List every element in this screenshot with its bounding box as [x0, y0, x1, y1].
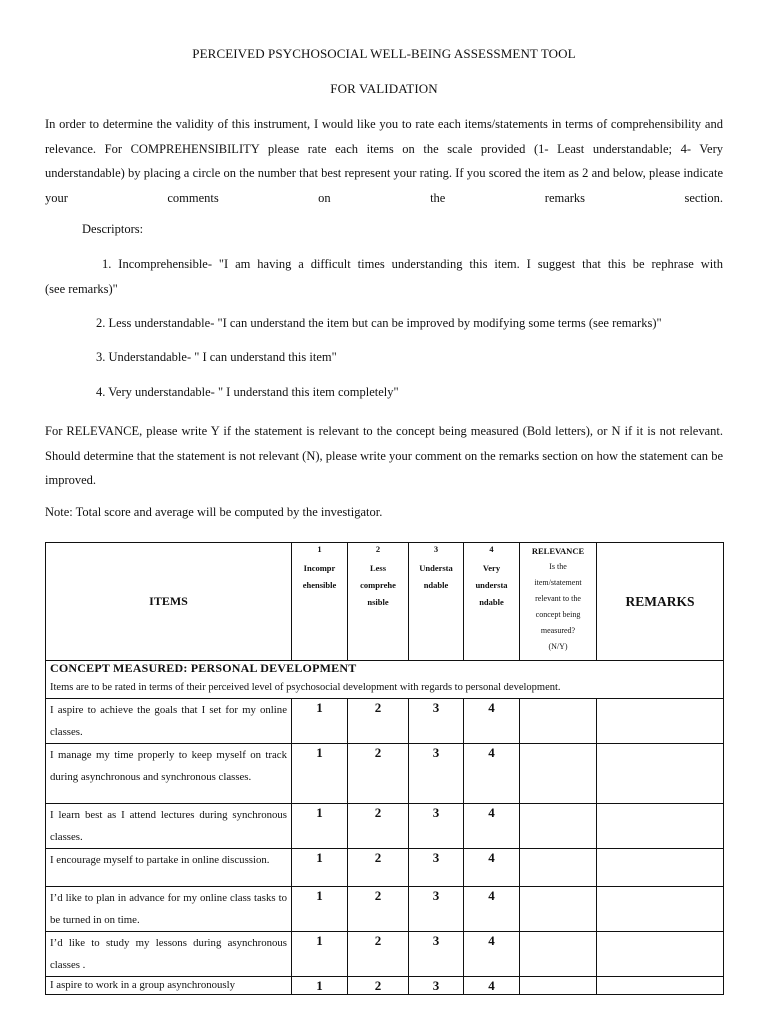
item-statement: I aspire to achieve the goals that I set for my online classes.: [46, 699, 292, 744]
relevance-header: [520, 543, 597, 661]
remarks-cell[interactable]: [597, 977, 724, 995]
score-2[interactable]: 2: [348, 744, 409, 804]
remarks-cell[interactable]: [597, 744, 724, 804]
descriptor-2: 2. Less understandable- "I can understand the item but can be improved by modifying some terms (see remarks)": [96, 316, 662, 330]
intro-paragraph: In order to determine the validity of this instrument, I would like you to rate each items/statements in terms of comprehensibility and relevance. For COMPREHENSIBILITY please rate each items on the scale provided (1- Least understandable; 4- Very understandable) by placing a circle on the number that best represent your rating. If you scored the item as 2 and below, please indicate your comments on the remarks section.: [45, 117, 723, 205]
scale-label: [292, 560, 347, 594]
items-header: ITEMS: [46, 543, 292, 661]
scale-label-line: Very: [482, 563, 501, 573]
score-3[interactable]: 3: [409, 977, 464, 995]
relevance-line: concept being: [535, 610, 581, 619]
score-4[interactable]: 4: [464, 977, 520, 995]
relevance-cell[interactable]: [520, 744, 597, 804]
item-statement: I’d like to study my lessons during asynchronous classes .: [46, 932, 292, 977]
score-2[interactable]: 2: [348, 932, 409, 977]
concept-row: [46, 661, 724, 699]
table-header-row: [46, 543, 724, 661]
relevance-paragraph: For RELEVANCE, please write Y if the statement is relevant to the concept being measured (Bold letters), or N if it is not relevant. Should determine that the statement is not relevant (N), please write your comment on the remarks section on how the statement can be improved.: [45, 424, 723, 487]
score-4[interactable]: 4: [464, 804, 520, 849]
note-text: Note: Total score and average will be computed by the investigator.: [45, 505, 383, 519]
concept-title: CONCEPT MEASURED: PERSONAL DEVELOPMENT: [50, 661, 357, 675]
descriptor-1-continued: (see remarks)": [45, 282, 118, 296]
table-row: [46, 804, 724, 849]
scale-label-line: Less: [369, 563, 387, 573]
score-4[interactable]: 4: [464, 932, 520, 977]
item-statement: I’d like to plan in advance for my online class tasks to be turned in on time.: [46, 887, 292, 932]
descriptors-label: Descriptors:: [82, 222, 144, 236]
relevance-cell[interactable]: [520, 977, 597, 995]
concept-cell: [46, 661, 724, 699]
remarks-cell[interactable]: [597, 849, 724, 887]
score-2[interactable]: 2: [348, 887, 409, 932]
score-1[interactable]: 1: [292, 699, 348, 744]
scale-header-4: [464, 543, 520, 661]
score-4[interactable]: 4: [464, 699, 520, 744]
score-4[interactable]: 4: [464, 744, 520, 804]
remarks-header: REMARKS: [597, 543, 724, 661]
scale-label-line: comprehe: [360, 580, 396, 590]
relevance-line: Is the: [549, 562, 567, 571]
score-1[interactable]: 1: [292, 977, 348, 995]
relevance-title: RELEVANCE: [531, 546, 585, 556]
scale-label-line: nsible: [367, 597, 389, 607]
table-row: [46, 744, 724, 804]
score-2[interactable]: 2: [348, 849, 409, 887]
score-1[interactable]: 1: [292, 849, 348, 887]
score-2[interactable]: 2: [348, 699, 409, 744]
scale-label-line: ndable: [479, 597, 504, 607]
scale-number: 1: [317, 544, 322, 554]
scale-label: [348, 560, 408, 611]
relevance-cell[interactable]: [520, 699, 597, 744]
scale-number: 4: [489, 544, 494, 554]
scale-header-3: [409, 543, 464, 661]
scale-label-line: ehensible: [302, 580, 337, 590]
item-statement: I learn best as I attend lectures during synchronous classes.: [46, 804, 292, 849]
scale-label-line: understa: [475, 580, 508, 590]
scale-number: 2: [375, 544, 381, 554]
table-row: [46, 887, 724, 932]
relevance-line: measured?: [540, 626, 576, 635]
score-4[interactable]: 4: [464, 849, 520, 887]
score-4[interactable]: 4: [464, 887, 520, 932]
score-3[interactable]: 3: [409, 744, 464, 804]
table-row: [46, 932, 724, 977]
remarks-cell[interactable]: [597, 887, 724, 932]
scale-label: [409, 560, 463, 594]
document-title: PERCEIVED PSYCHOSOCIAL WELL-BEING ASSESSMENT TOOL: [192, 46, 576, 61]
descriptor-4: 4. Very understandable- " I understand this item completely": [96, 385, 399, 399]
relevance-line: relevant to the: [535, 594, 581, 603]
item-statement: I manage my time properly to keep myself on track during asynchronous and synchronous classes.: [46, 744, 292, 804]
relevance-line: (N/Y): [548, 642, 568, 651]
score-3[interactable]: 3: [409, 804, 464, 849]
scale-header-2: [348, 543, 409, 661]
relevance-line: item/statement: [534, 578, 582, 587]
score-2[interactable]: 2: [348, 804, 409, 849]
relevance-cell[interactable]: [520, 887, 597, 932]
scale-number: 3: [433, 544, 439, 554]
score-1[interactable]: 1: [292, 804, 348, 849]
scale-label-line: ndable: [423, 580, 449, 590]
score-1[interactable]: 1: [292, 932, 348, 977]
document-subtitle: FOR VALIDATION: [330, 81, 438, 96]
scale-label-line: Incompr: [303, 563, 336, 573]
table-row: [46, 849, 724, 887]
descriptor-1: 1. Incomprehensible- "I am having a difficult times understanding this item. I suggest that this be rephrase with: [102, 257, 723, 271]
score-3[interactable]: 3: [409, 887, 464, 932]
score-3[interactable]: 3: [409, 699, 464, 744]
remarks-cell[interactable]: [597, 699, 724, 744]
scale-label: [464, 560, 519, 611]
score-1[interactable]: 1: [292, 887, 348, 932]
assessment-table: [45, 542, 724, 995]
item-statement: I aspire to work in a group asynchronously: [46, 977, 292, 995]
relevance-cell[interactable]: [520, 849, 597, 887]
concept-description: Items are to be rated in terms of their perceived level of psychosocial development with regards to personal development.: [50, 682, 561, 693]
relevance-cell[interactable]: [520, 804, 597, 849]
item-statement: I encourage myself to partake in online discussion.: [46, 849, 292, 887]
remarks-cell[interactable]: [597, 804, 724, 849]
remarks-cell[interactable]: [597, 932, 724, 977]
score-1[interactable]: 1: [292, 744, 348, 804]
scale-header-1: [292, 543, 348, 661]
table-row: [46, 699, 724, 744]
score-3[interactable]: 3: [409, 849, 464, 887]
descriptor-3: 3. Understandable- " I can understand this item": [96, 350, 337, 364]
relevance-cell[interactable]: [520, 932, 597, 977]
score-3[interactable]: 3: [409, 932, 464, 977]
score-2[interactable]: 2: [348, 977, 409, 995]
table-row: [46, 977, 724, 995]
scale-label-line: Understa: [419, 563, 453, 573]
